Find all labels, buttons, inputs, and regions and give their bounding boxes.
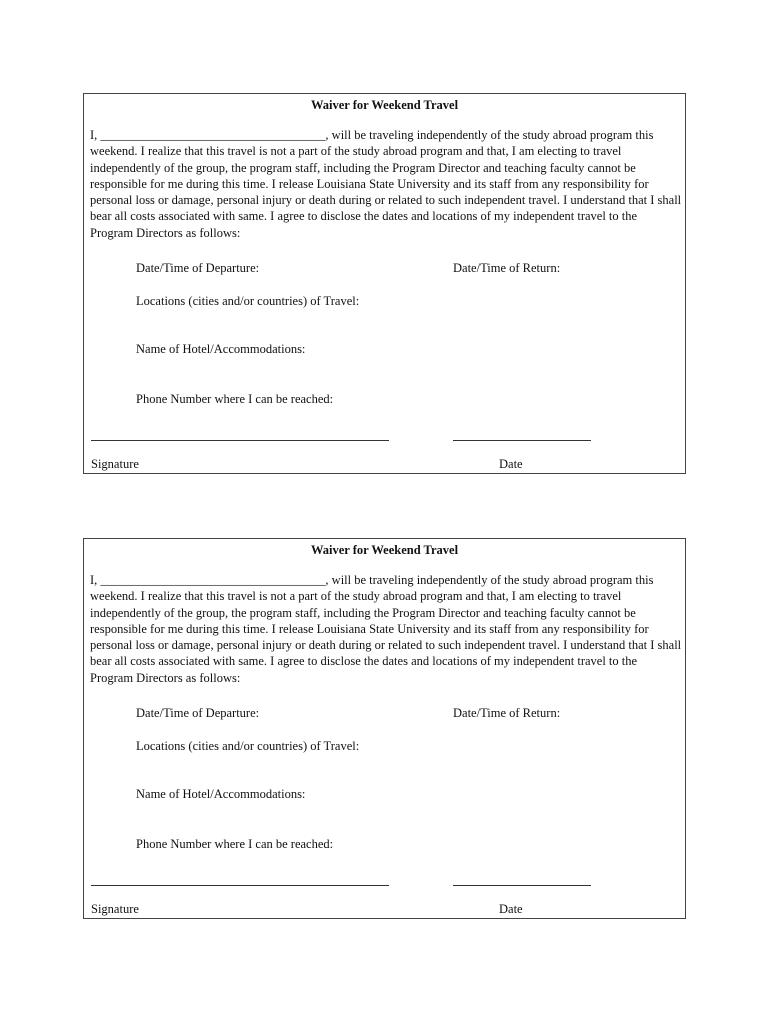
phone-label: Phone Number where I can be reached: [136, 392, 334, 406]
waiver-form-1 [83, 93, 686, 474]
signature-line [91, 885, 389, 886]
departure-label: Date/Time of Departure: [136, 706, 260, 720]
return-label: Date/Time of Return: [453, 706, 561, 720]
locations-label: Locations (cities and/or countries) of Travel: [136, 739, 360, 753]
date-line [453, 440, 591, 441]
form-title: Waiver for Weekend Travel [310, 543, 459, 557]
signature-line [91, 440, 389, 441]
signature-label: Signature [91, 457, 139, 471]
phone-label: Phone Number where I can be reached: [136, 837, 334, 851]
date-line [453, 885, 591, 886]
hotel-label: Name of Hotel/Accommodations: [136, 342, 306, 356]
waiver-statement: I, ____________________________________, will be traveling independently of the study abroad program this weekend. I realize that this travel is not a part of the study abroad program and that, I am electing to travel independently of the group, the program staff, including the Program Director and teaching faculty cannot be responsible for me during this time. I release Louisiana State University and its staff from any responsibility for personal loss or damage, personal injury or death during or related to such independent travel. I understand that I shall bear all costs associated with same. I agree to disclose the dates and locations of my independent travel to the Program Directors as follows: [90, 573, 682, 685]
hotel-label: Name of Hotel/Accommodations: [136, 787, 306, 801]
form-title: Waiver for Weekend Travel [310, 98, 459, 112]
signature-label: Signature [91, 902, 139, 916]
date-label: Date [499, 457, 523, 471]
locations-label: Locations (cities and/or countries) of Travel: [136, 294, 360, 308]
departure-label: Date/Time of Departure: [136, 261, 260, 275]
date-label: Date [499, 902, 523, 916]
waiver-statement: I, ____________________________________, will be traveling independently of the study abroad program this weekend. I realize that this travel is not a part of the study abroad program and that, I am electing to travel independently of the group, the program staff, including the Program Director and teaching faculty cannot be responsible for me during this time. I release Louisiana State University and its staff from any responsibility for personal loss or damage, personal injury or death during or related to such independent travel. I understand that I shall bear all costs associated with same. I agree to disclose the dates and locations of my independent travel to the Program Directors as follows: [90, 128, 682, 240]
return-label: Date/Time of Return: [453, 261, 561, 275]
waiver-form-2 [83, 538, 686, 919]
